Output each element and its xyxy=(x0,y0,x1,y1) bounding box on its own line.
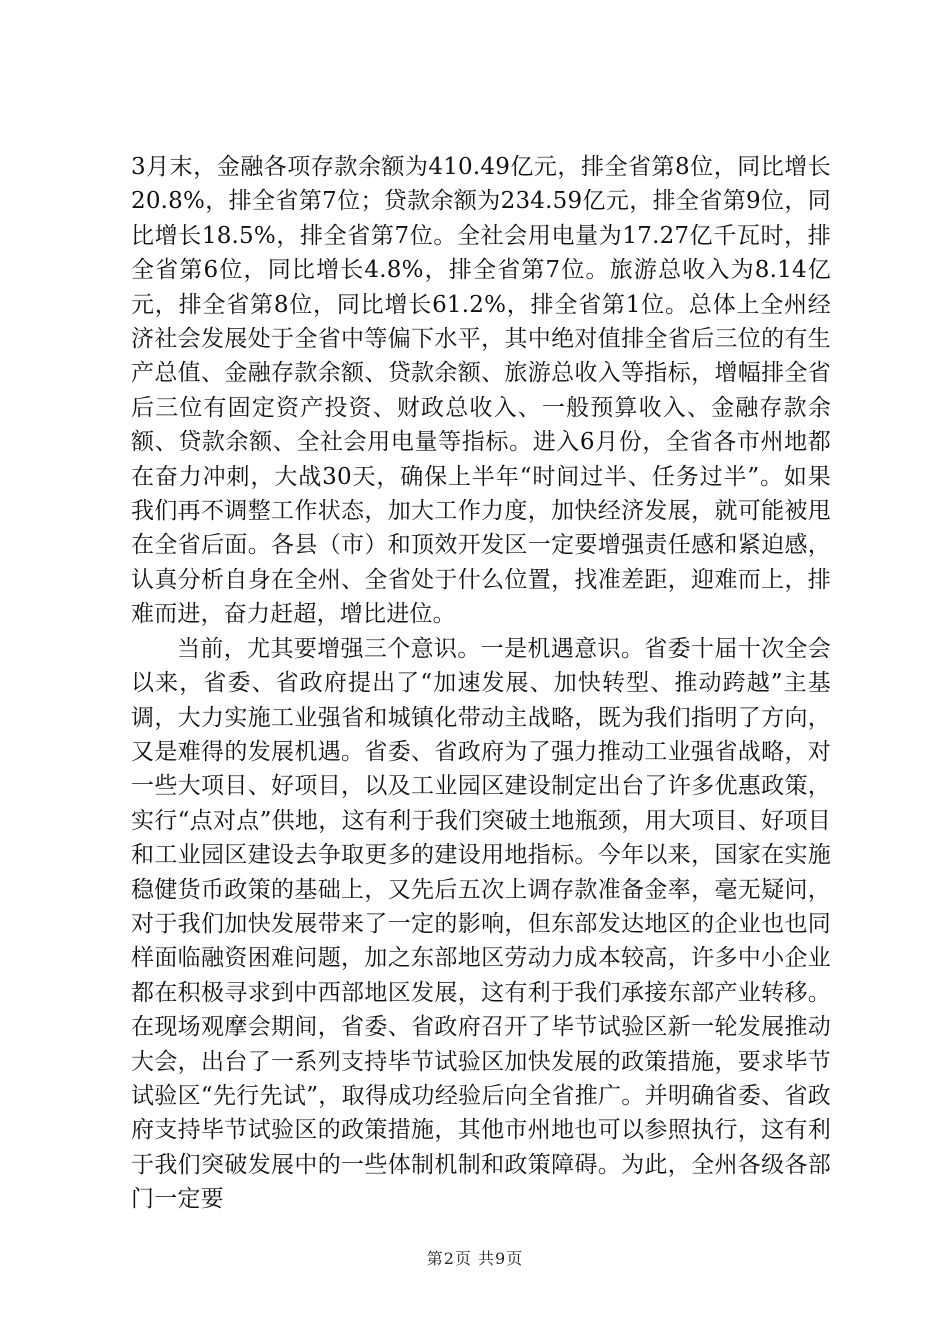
body-text xyxy=(131,150,831,1217)
paragraph-2: 当前，尤其要增强三个意识。一是机遇意识。省委十届十次全会以来，省委、省政府提出了“加速发展、加快转型、推动跨越”主基调，大力实施工业强省和城镇化带动主战略，既为我们指明了方向，又是难得的发展机遇。省委、省政府为了强力推动工业强省战略，对一些大项目、好项目，以及工业园区建设制定出台了许多优惠政策，实行“点对点”供地，这有利于我们突破土地瓶颈，用大项目、好项目和工业园区建设去争取更多的建设用地指标。今年以来，国家在实施稳健货币政策的基础上，又先后五次上调存款准备金率，毫无疑问，对于我们加快发展带来了一定的影响，但东部发达地区的企业也也同样面临融资困难问题，加之东部地区劳动力成本较高，许多中小企业都在积极寻求到中西部地区发展，这有利于我们承接东部产业转移。在现场观摩会期间，省委、省政府召开了毕节试验区新一轮发展推动大会，出台了一系列支持毕节试验区加快发展的政策措施，要求毕节试验区“先行先试”，取得成功经验后向全省推广。并明确省委、省政府支持毕节试验区的政策措施，其他市州地也可以参照执行，这有利于我们突破发展中的一些体制机制和政策障碍。为此，全州各级各部门一定要 xyxy=(131,635,831,1213)
page-footer: 第2页 共9页 xyxy=(426,1249,524,1268)
paragraph-1: 3月末，金融各项存款余额为410.49亿元，排全省第8位，同比增长20.8%，排全省第7位；贷款余额为234.59亿元，排全省第9位，同比增长18.5%，排全省第7位。全社会用电量为17.27亿千瓦时，排全省第6位，同比增长4.8%，排全省第7位。旅游总收入为8.14亿元，排全省第8位，同比增长61.2%，排全省第1位。总体上全州经济社会发展处于全省中等偏下水平，其中绝对值排全省后三位的有生产总值、金融存款余额、贷款余额、旅游总收入等指标，增幅排全省后三位有固定资产投资、财政总收入、一般预算收入、金融存款余额、贷款余额、全社会用电量等指标。进入6月份，全省各市州地都在奋力冲刺，大战30天，确保上半年“时间过半、任务过半”。如果我们再不调整工作状态，加大工作力度，加快经济发展，就可能被甩在全省后面。各县（市）和顶效开发区一定要增强责任感和紧迫感，认真分析自身在全州、全省处于什么位置，找准差距，迎难而上，排难而进，奋力赶超，增比进位。 xyxy=(131,154,831,628)
